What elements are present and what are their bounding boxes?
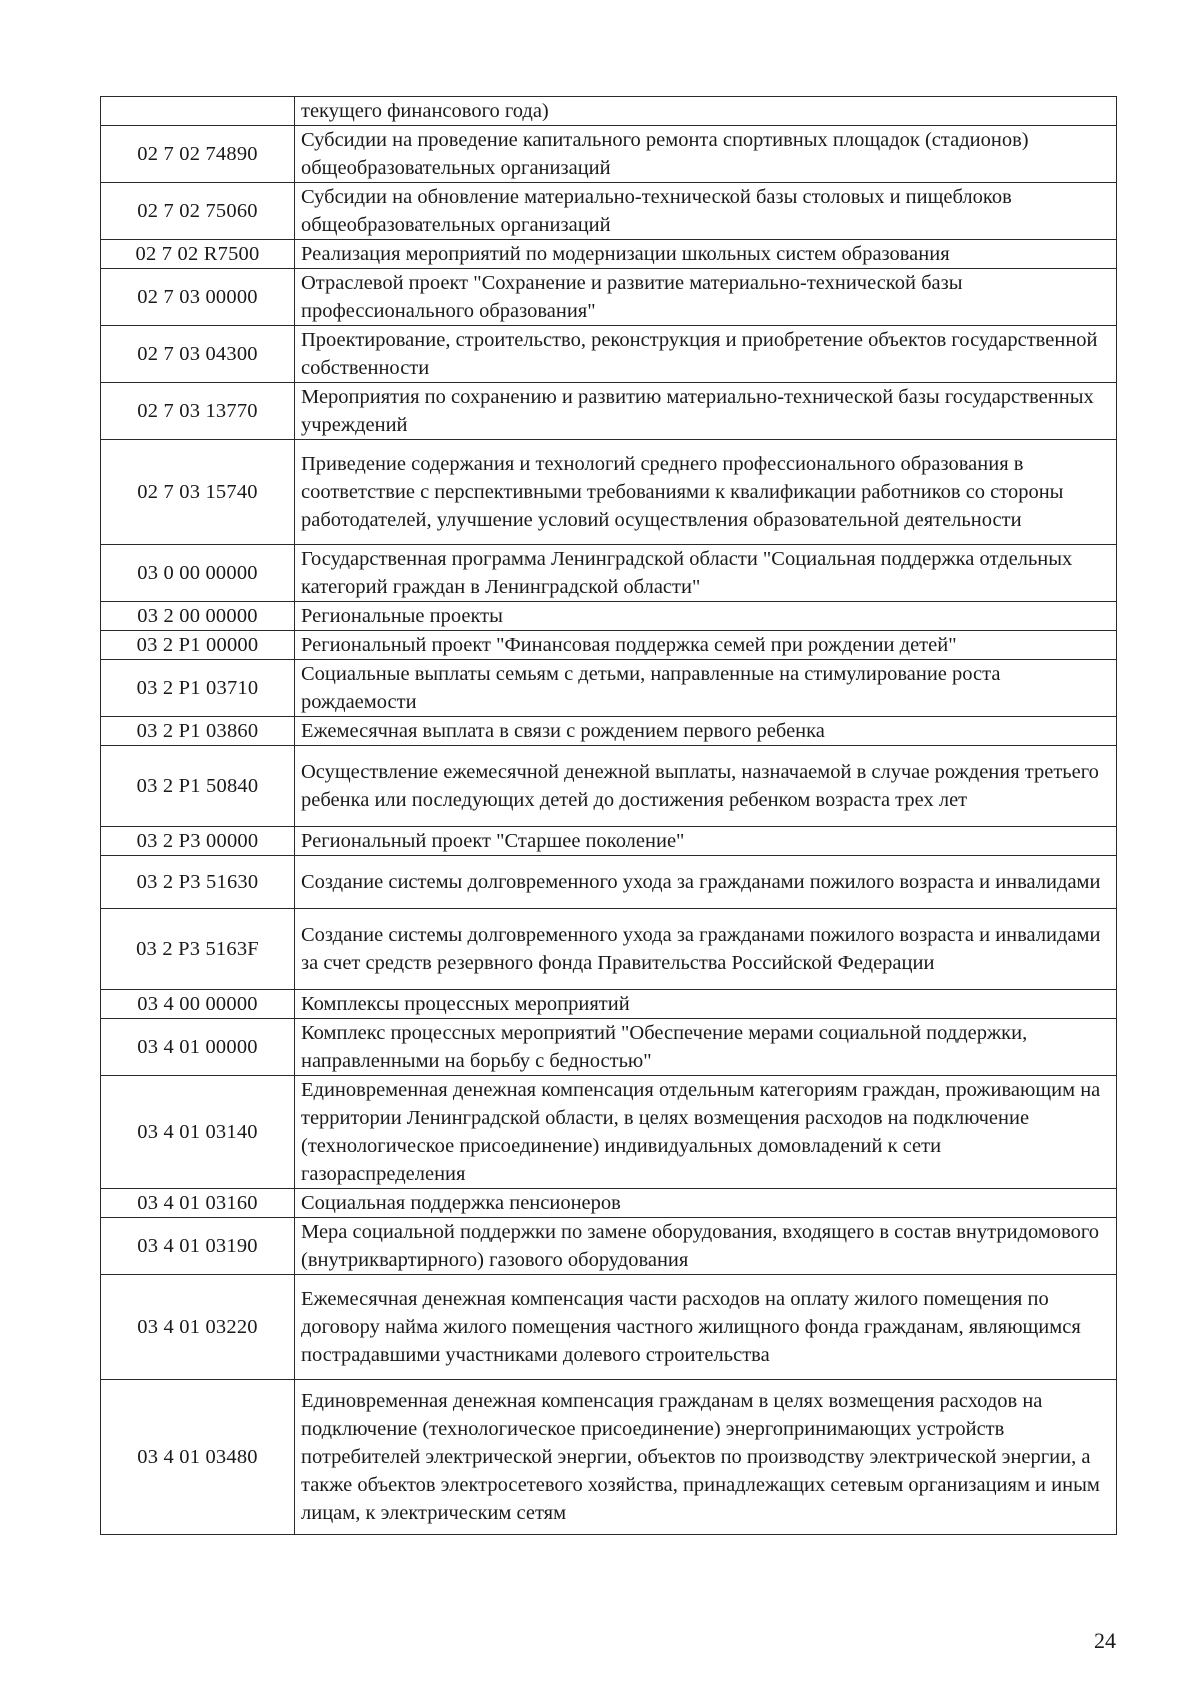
table-row [101,717,1117,746]
page-number: 24 [1094,1628,1116,1653]
row-description-cell: Комплексы процессных мероприятий [295,990,1117,1019]
row-description-cell: текущего финансового года) [295,97,1117,126]
row-description-cell: Проектирование, строительство, реконструкция и приобретение объектов государственной собственности [295,326,1117,383]
row-description-cell: Мероприятия по сохранению и развитию материально-технической базы государственных учреждений [295,383,1117,440]
row-description-cell: Осуществление ежемесячной денежной выплаты, назначаемой в случае рождения третьего ребенка или последующих детей до достижения ребенком возраста трех лет [295,746,1117,827]
table-row [101,1380,1117,1535]
row-description-cell: Ежемесячная денежная компенсация части расходов на оплату жилого помещения по договору найма жилого помещения частного жилищного фонда гражданам, являющимся пострадавшими участниками долевого строительства [295,1275,1117,1380]
row-description-cell: Региональный проект "Финансовая поддержка семей при рождении детей" [295,631,1117,660]
table-row [101,326,1117,383]
row-description-cell: Единовременная денежная компенсация гражданам в целях возмещения расходов на подключение (технологическое присоединение) энергопринимающих устройств потребителей электрической энергии, объектов по производству электрической энергии, а также объектов электросетевого хозяйства, принадлежащих сетевым организациям и иным лицам, к электрическим сетям [295,1380,1117,1535]
row-description-cell: Приведение содержания и технологий среднего профессионального образования в соответствие с перспективными требованиями к квалификации работников со стороны работодателей, улучшение условий осуществления образовательной деятельности [295,440,1117,545]
row-description-cell: Создание системы долговременного ухода за гражданами пожилого возраста и инвалидами за счет средств резервного фонда Правительства Российской Федерации [295,909,1117,990]
row-code-cell: 03 2 P1 00000 [101,631,295,660]
row-description-cell: Региональный проект "Старшее поколение" [295,827,1117,856]
row-code-cell: 03 2 P3 51630 [101,856,295,909]
row-code-cell: 03 4 01 00000 [101,1019,295,1076]
row-code-cell: 02 7 02 R7500 [101,240,295,269]
table-body [101,97,1117,1535]
row-code-cell: 03 4 01 03190 [101,1218,295,1275]
row-code-cell: 03 2 P3 00000 [101,827,295,856]
table-row [101,660,1117,717]
row-code-cell: 02 7 03 04300 [101,326,295,383]
row-description-cell: Ежемесячная выплата в связи с рождением первого ребенка [295,717,1117,746]
table-row [101,827,1117,856]
row-description-cell: Субсидии на обновление материально-технической базы столовых и пищеблоков общеобразовательных организаций [295,183,1117,240]
table-row [101,126,1117,183]
table-row [101,746,1117,827]
budget-code-table [100,96,1117,1535]
row-code-cell: 03 4 01 03220 [101,1275,295,1380]
table-row [101,269,1117,326]
table-row [101,97,1117,126]
table-row [101,383,1117,440]
row-code-cell: 03 2 P3 5163F [101,909,295,990]
table-row [101,440,1117,545]
row-code-cell [101,97,295,126]
row-code-cell: 03 4 00 00000 [101,990,295,1019]
row-code-cell: 03 2 P1 03860 [101,717,295,746]
table-row [101,1218,1117,1275]
row-code-cell: 02 7 03 15740 [101,440,295,545]
table-row [101,909,1117,990]
table-row [101,602,1117,631]
row-description-cell: Реализация мероприятий по модернизации школьных систем образования [295,240,1117,269]
table-row [101,240,1117,269]
row-code-cell: 03 2 P1 50840 [101,746,295,827]
row-description-cell: Социальная поддержка пенсионеров [295,1189,1117,1218]
row-description-cell: Отраслевой проект "Сохранение и развитие материально-технической базы профессионального образования" [295,269,1117,326]
row-description-cell: Комплекс процессных мероприятий "Обеспечение мерами социальной поддержки, направленными на борьбу с бедностью" [295,1019,1117,1076]
row-code-cell: 03 4 01 03160 [101,1189,295,1218]
table-row [101,545,1117,602]
row-code-cell: 02 7 02 74890 [101,126,295,183]
row-code-cell: 03 0 00 00000 [101,545,295,602]
row-description-cell: Субсидии на проведение капитального ремонта спортивных площадок (стадионов) общеобразовательных организаций [295,126,1117,183]
row-code-cell: 02 7 02 75060 [101,183,295,240]
table-row [101,856,1117,909]
row-code-cell: 03 4 01 03480 [101,1380,295,1535]
row-description-cell: Социальные выплаты семьям с детьми, направленные на стимулирование роста рождаемости [295,660,1117,717]
row-code-cell: 03 2 P1 03710 [101,660,295,717]
row-code-cell: 03 4 01 03140 [101,1076,295,1189]
table-row [101,1076,1117,1189]
row-code-cell: 02 7 03 00000 [101,269,295,326]
row-description-cell: Региональные проекты [295,602,1117,631]
row-description-cell: Единовременная денежная компенсация отдельным категориям граждан, проживающим на территории Ленинградской области, в целях возмещения расходов на подключение (технологическое присоединение) индивидуальных домовладений к сети газораспределения [295,1076,1117,1189]
table-row [101,990,1117,1019]
table-row [101,1275,1117,1380]
row-description-cell: Мера социальной поддержки по замене оборудования, входящего в состав внутридомового (внутриквартирного) газового оборудования [295,1218,1117,1275]
table-row [101,183,1117,240]
row-description-cell: Создание системы долговременного ухода за гражданами пожилого возраста и инвалидами [295,856,1117,909]
row-code-cell: 03 2 00 00000 [101,602,295,631]
row-code-cell: 02 7 03 13770 [101,383,295,440]
table-row [101,1019,1117,1076]
table-row [101,1189,1117,1218]
table-row [101,631,1117,660]
row-description-cell: Государственная программа Ленинградской области "Социальная поддержка отдельных категорий граждан в Ленинградской области" [295,545,1117,602]
